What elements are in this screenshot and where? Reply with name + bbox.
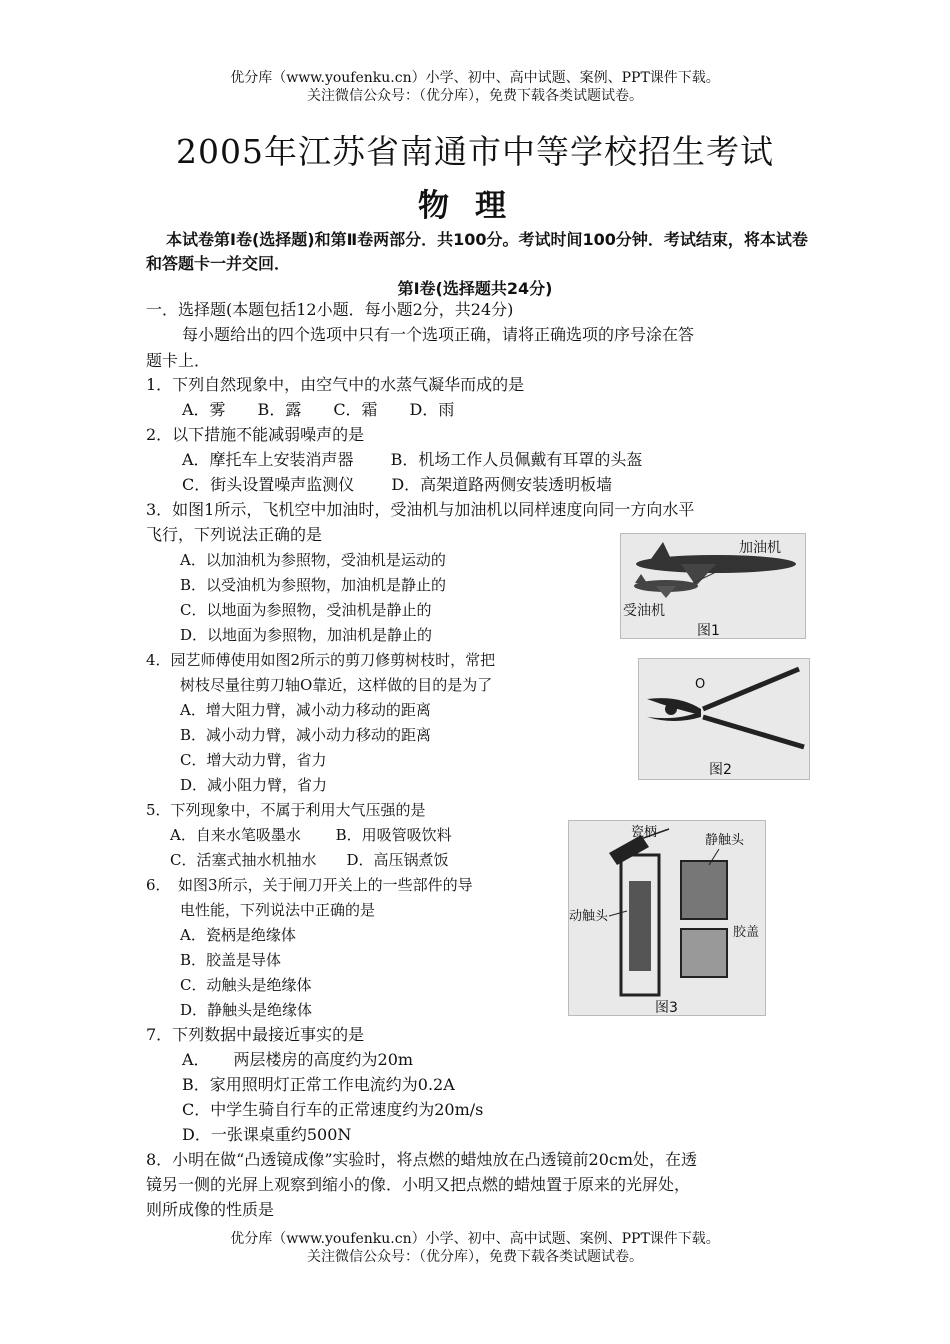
q4-option-a: A．增大阻力臂，减小动力移动的距离 (180, 701, 431, 719)
header-line-2: 关注微信公众号：（优分库），免费下载各类试题试卷。 (307, 88, 643, 104)
label-porcelain-handle: 瓷柄 (631, 825, 658, 840)
footer-line-2: 关注微信公众号：（优分库），免费下载各类试题试卷。 (307, 1249, 643, 1265)
q4-option-b: B．减小动力臂，减小动力移动的距离 (180, 726, 432, 744)
exam-intro: 本试卷第Ⅰ卷(选择题)和第Ⅱ卷两部分．共100分。考试时间100分钟．考试结束，将本试卷和答题卡一并交回． (146, 230, 808, 273)
figure-3-knife-switch (568, 820, 766, 1016)
q6-stem-1: 6． 如图3所示，关于闸刀开关上的一些部件的导 (146, 876, 473, 894)
q6-stem-2: 电性能，下列说法中正确的是 (180, 901, 376, 919)
q5-options-cd: C．活塞式抽水机抽水 D．高压锅煮饭 (170, 851, 449, 869)
part1-instruction-2: 题卡上． (146, 351, 211, 370)
figure-2-caption: 图2 (709, 762, 732, 778)
label-receiver: 受油机 (623, 603, 665, 619)
q2-options-cd: C．街头设置噪声监测仪 D．高架道路两侧安装透明板墙 (182, 475, 613, 494)
q2-stem: 2．以下措施不能减弱噪声的是 (146, 425, 365, 444)
q4-option-d: D．减小阻力臂，省力 (180, 776, 328, 794)
q6-option-c: C．动触头是绝缘体 (180, 976, 312, 994)
q8-line-1: 8．小明在做“凸透镜成像”实验时，将点燃的蜡烛放在凸透镜前20cm处，在透 (146, 1150, 698, 1169)
q3-option-c: C．以地面为参照物，受油机是静止的 (180, 601, 432, 619)
q4-option-c: C．增大动力臂，省力 (180, 751, 327, 769)
figure-2-scissors (638, 658, 810, 780)
q7-option-a: A． 两层楼房的高度约为20m (182, 1050, 414, 1069)
page-title: 2005年江苏省南通市中等学校招生考试 (176, 132, 774, 171)
q4-stem-2: 树枝尽量往剪刀轴O靠近，这样做的目的是为了 (180, 676, 493, 694)
q3-option-d: D．以地面为参照物，加油机是静止的 (180, 626, 433, 644)
label-rubber-cover: 胶盖 (733, 925, 760, 940)
q1-options: A．雾 B．露 C．霜 D．雨 (182, 400, 455, 419)
figure-1-caption: 图1 (697, 623, 720, 639)
label-moving-contact: 动触头 (569, 909, 609, 924)
q6-option-d: D．静触头是绝缘体 (180, 1001, 313, 1019)
section-title: 第Ⅰ卷(选择题共24分) (397, 279, 553, 298)
q3-stem-2: 飞行，下列说法正确的是 (146, 525, 323, 544)
part1-instruction-1: 每小题给出的四个选项中只有一个选项正确，请将正确选项的序号涂在答 (182, 325, 695, 344)
footer-line-1: 优分库（www.youfenku.cn）小学、初中、高中试题、案例、PPT课件下载。 (230, 1231, 720, 1247)
q7-option-c: C．中学生骑自行车的正常速度约为20m/s (182, 1100, 484, 1119)
q8-line-3: 则所成像的性质是 (146, 1200, 275, 1219)
label-axis-o: O (695, 677, 706, 692)
figure-3-caption: 图3 (655, 1000, 678, 1016)
q5-options-ab: A．自来水笔吸墨水 B．用吸管吸饮料 (170, 826, 452, 844)
header-line-1: 优分库（www.youfenku.cn）小学、初中、高中试题、案例、PPT课件下载。 (230, 70, 720, 86)
q7-option-b: B．家用照明灯正常工作电流约为0.2A (182, 1075, 455, 1094)
figure-1-aircraft (620, 533, 806, 639)
subject-title: 物理 (418, 188, 532, 224)
label-tanker: 加油机 (739, 540, 781, 556)
q3-stem-1: 3．如图1所示，飞机空中加油时，受油机与加油机以同样速度向同一方向水平 (146, 500, 695, 519)
q3-option-a: A．以加油机为参照物，受油机是运动的 (180, 551, 446, 569)
q7-stem: 7．下列数据中最接近事实的是 (146, 1025, 365, 1044)
part1-heading: 一．选择题(本题包括12小题．每小题2分，共24分) (146, 300, 514, 319)
q1-stem: 1．下列自然现象中，由空气中的水蒸气凝华而成的是 (146, 375, 525, 394)
label-static-contact: 静触头 (705, 833, 745, 848)
q2-options-ab: A．摩托车上安装消声器 B．机场工作人员佩戴有耳罩的头盔 (182, 450, 643, 469)
q6-option-b: B．胶盖是导体 (180, 951, 282, 969)
q4-stem-1: 4．园艺师傅使用如图2所示的剪刀修剪树枝时，常把 (146, 651, 496, 669)
q8-line-2: 镜另一侧的光屏上观察到缩小的像．小明又把点燃的蜡烛置于原来的光屏处， (146, 1175, 691, 1194)
q7-option-d: D．一张课桌重约500N (182, 1125, 352, 1144)
q5-stem: 5．下列现象中，不属于利用大气压强的是 (146, 801, 426, 819)
q6-option-a: A．瓷柄是绝缘体 (180, 926, 296, 944)
q3-option-b: B．以受油机为参照物，加油机是静止的 (180, 576, 447, 594)
